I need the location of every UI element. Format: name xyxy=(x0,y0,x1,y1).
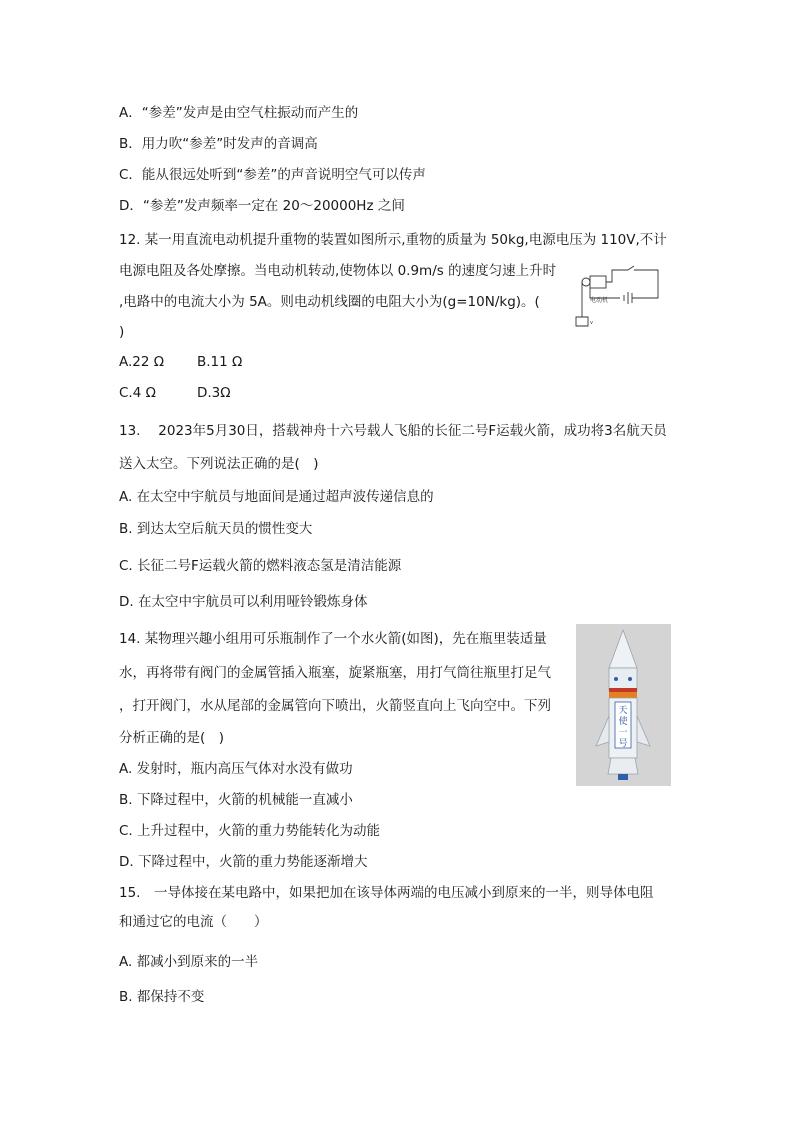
motor-circuit-figure xyxy=(570,262,662,330)
q15-stem-line-2: 和通过它的电流（ ） xyxy=(119,914,268,930)
q13-option-b: B. 到达太空后航天员的惯性变大 xyxy=(119,521,313,537)
q12-option-c: C.4 Ω xyxy=(119,385,156,401)
q14-option-c: C. 上升过程中，火箭的重力势能转化为动能 xyxy=(119,823,381,839)
q14-option-a: A. 发射时，瓶内高压气体对水没有做功 xyxy=(119,761,353,777)
q14-stem-line-3: ，打开阀门，水从尾部的金属管向下喷出，火箭竖直向上飞向空中。下列 xyxy=(119,698,551,714)
q12-stem-line-2: 电源电阻及各处摩擦。当电动机转动,使物体以 0.9m/s 的速度匀速上升时 xyxy=(119,263,557,279)
q14-stem-line-4: 分析正确的是( ) xyxy=(119,730,225,746)
svg-text:使: 使 xyxy=(618,717,628,727)
q12-option-b: B.11 Ω xyxy=(197,354,243,370)
q12-option-a: A.22 Ω xyxy=(119,354,165,370)
q14-option-d: D. 下降过程中，火箭的重力势能逐渐增大 xyxy=(119,854,368,870)
q13-option-a: A. 在太空中宇航员与地面间是通过超声波传递信息的 xyxy=(119,489,434,505)
q15-stem-line-1: 15. 一导体接在某电路中，如果把加在该导体两端的电压减小到原来的一半，则导体电阻 xyxy=(119,885,654,901)
svg-text:一: 一 xyxy=(618,728,628,738)
q14-stem-line-1: 14. 某物理兴趣小组用可乐瓶制作了一个水火箭(如图)，先在瓶里装适量 xyxy=(119,631,547,647)
motor-body xyxy=(590,276,606,288)
q11-option-d: D．“参差”发声频率一定在 20～20000Hz 之间 xyxy=(119,198,405,214)
q13-stem-line-2: 送入太空。下列说法正确的是( ) xyxy=(119,456,319,472)
q14-stem-line-2: 水，再将带有阀门的金属管插入瓶塞，旋紧瓶塞，用打气筒往瓶里打足气 xyxy=(119,665,551,681)
q13-option-c: C. 长征二号F运载火箭的燃料液态氢是清洁能源 xyxy=(119,558,402,574)
q11-option-c: C．能从很远处听到“参差”的声音说明空气可以传声 xyxy=(119,167,426,183)
q15-option-a: A. 都减小到原来的一半 xyxy=(119,954,259,970)
q13-stem-line-1: 13. 2023年5月30日，搭载神舟十六号载人飞船的长征二号F运载火箭，成功将3名航天员 xyxy=(119,423,667,439)
q14-option-b: B. 下降过程中，火箭的机械能一直减小 xyxy=(119,792,353,808)
q12-stem-line-3: ,电路中的电流大小为 5A。则电动机线圈的电阻大小为(g=10N/kg)。( xyxy=(119,294,540,310)
q15-option-b: B. 都保持不变 xyxy=(119,989,205,1005)
q12-stem-line-1: 12. 某一用直流电动机提升重物的装置如图所示,重物的质量为 50kg,电源电压为 110V,不计 xyxy=(119,232,667,248)
motor-pulley xyxy=(582,278,590,286)
q13-option-d: D. 在太空中宇航员可以利用哑铃锻炼身体 xyxy=(119,594,368,610)
svg-text:号: 号 xyxy=(618,739,628,749)
arrow-v-label: v xyxy=(590,320,593,326)
q11-option-b: B．用力吹“参差”时发声的音调高 xyxy=(119,136,318,152)
water-rocket-photo xyxy=(576,624,671,786)
q12-stem-line-4: ) xyxy=(119,324,125,340)
q11-option-a: A．“参差”发声是由空气柱振动而产生的 xyxy=(119,105,359,121)
q12-option-d: D.3Ω xyxy=(197,385,231,401)
motor-label: 电动机 xyxy=(590,297,609,304)
svg-text:天: 天 xyxy=(618,706,628,716)
